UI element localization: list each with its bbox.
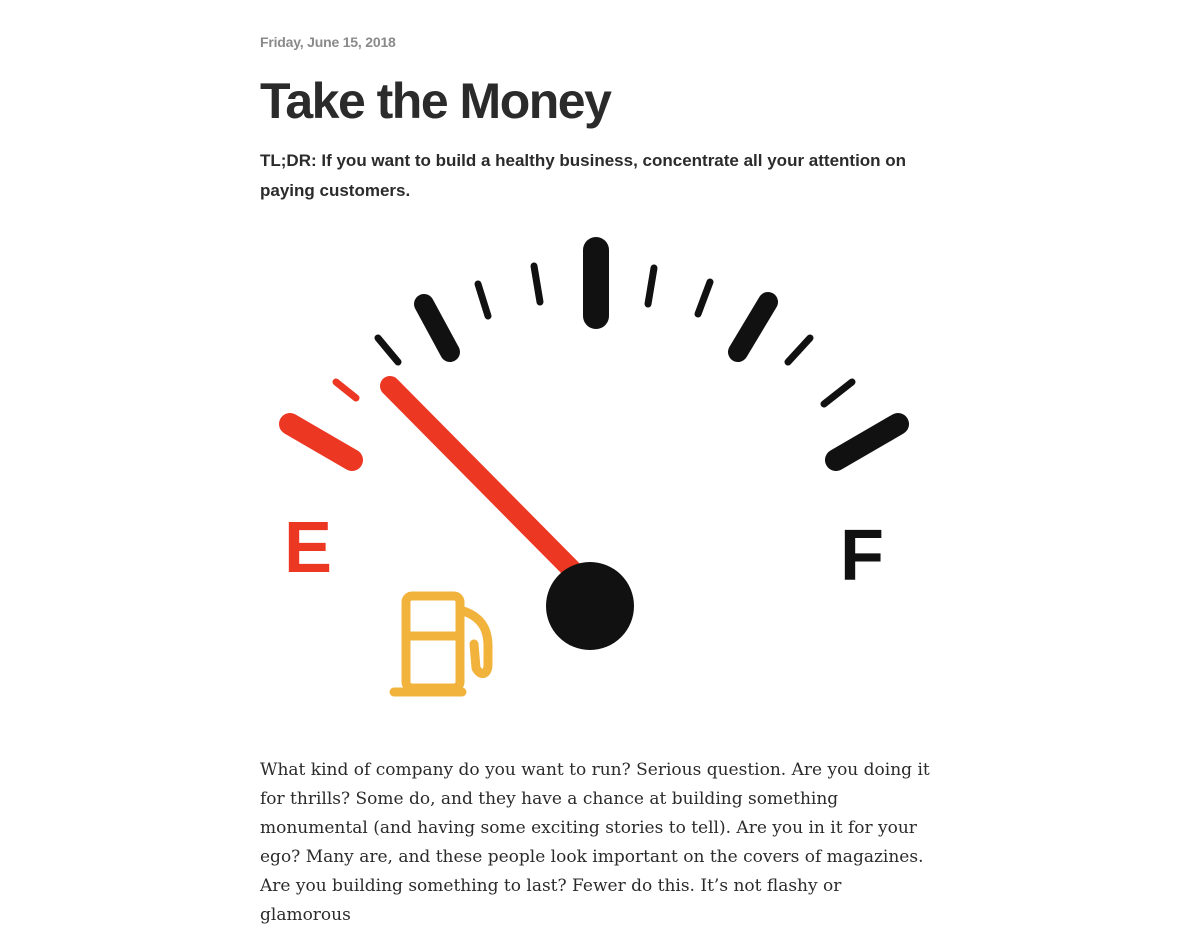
post-body-paragraph: What kind of company do you want to run? Serious question. Are you doing it for thrills? Some do, and they have a chance at building something monumental (and having some exciting stories to tell). Are you in it for your ego? Many are, and these people look important on the covers of magazines. Are you building something to last? Fewer do this. It’s not flashy or glamorous bbox=[260, 760, 930, 925]
gauge-needle bbox=[390, 386, 582, 580]
gauge-tick-major bbox=[738, 302, 768, 352]
gauge-tick-full-major bbox=[836, 424, 898, 460]
gauge-tick bbox=[378, 338, 398, 362]
gauge-tick bbox=[824, 382, 852, 404]
fuel-gauge-svg bbox=[254, 234, 934, 734]
fuel-pump-icon bbox=[394, 596, 488, 692]
gauge-tick-empty-major bbox=[290, 424, 352, 460]
post-tldr: TL;DR: If you want to build a healthy business, concentrate all your attention on paying customers. bbox=[260, 151, 907, 200]
gauge-empty-label: E bbox=[284, 508, 333, 588]
gauge-tick bbox=[788, 338, 810, 362]
gauge-tick bbox=[698, 282, 710, 314]
gauge-tick bbox=[534, 266, 540, 302]
gauge-tick-major bbox=[424, 304, 450, 352]
post-date: Friday, June 15, 2018 bbox=[260, 34, 396, 50]
gauge-hub bbox=[546, 562, 634, 650]
post-title: Take the Money bbox=[260, 73, 611, 129]
fuel-gauge-illustration bbox=[254, 234, 934, 734]
gauge-full-label: F bbox=[840, 516, 884, 596]
gauge-tick bbox=[478, 284, 488, 316]
gauge-tick-empty-minor bbox=[336, 382, 356, 398]
gauge-tick bbox=[648, 268, 654, 304]
article bbox=[260, 0, 940, 930]
